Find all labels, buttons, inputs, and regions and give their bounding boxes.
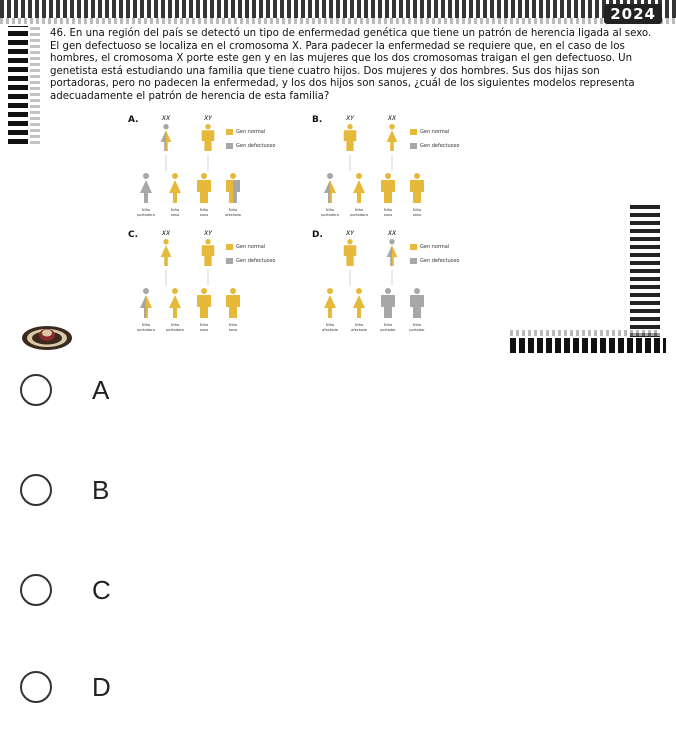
male-figure-icon xyxy=(202,124,215,151)
chromosome-label: XX xyxy=(161,230,171,237)
female-figure-icon xyxy=(324,173,336,203)
male-figure-icon xyxy=(197,173,211,203)
legend-text: Gen normal xyxy=(420,244,450,250)
option-label: A xyxy=(92,374,110,405)
child-label: Niña xyxy=(170,323,180,327)
legend-normal xyxy=(226,129,265,135)
female-figure-icon xyxy=(161,239,172,266)
legend-defective xyxy=(410,143,459,149)
chromosome-label: XX xyxy=(387,115,397,122)
panel-label: B. xyxy=(312,115,323,125)
legend-swatch xyxy=(410,129,417,135)
child-label: afectado xyxy=(225,213,241,217)
legend-swatch xyxy=(410,258,417,264)
female-figure-icon xyxy=(387,239,398,266)
legend-text: Gen defectuoso xyxy=(236,143,276,149)
option-label: D xyxy=(92,671,111,702)
male-figure-icon xyxy=(344,239,357,266)
male-figure-icon xyxy=(202,239,215,266)
child-label: portadora xyxy=(137,213,155,217)
radio-icon[interactable] xyxy=(20,574,52,606)
legend-swatch xyxy=(410,143,417,149)
child-label: sana xyxy=(170,213,180,217)
pedigree-panel-a xyxy=(128,115,338,225)
pedigree-panel-b xyxy=(312,115,522,225)
chromosome-label: XY xyxy=(204,115,212,122)
legend-swatch xyxy=(226,143,233,149)
child-label: Niña xyxy=(141,208,151,212)
female-figure-icon xyxy=(140,173,152,203)
male-figure-icon xyxy=(381,173,395,203)
female-figure-icon xyxy=(169,173,181,203)
legend-normal xyxy=(410,244,449,250)
child-label: portadora xyxy=(137,328,155,332)
question-body: En una región del país se detectó un tipo de enfermedad genética que tiene un patrón de herencia ligada al sexo. El gen defectuoso se localiza en el cromosoma X. Para padecer la enfermedad se requiere que, en el caso de los hombres, el cromosoma X porte este gen y en las mujeres que los dos cromosomas traigan el gen defectuoso. Un genetista está estudiando una familia que tiene cuatro hijos. Dos mujeres y dos hombres. Sus dos hijas son portadoras, pero no padecen la enfermedad, y los dos hijos son sanos, ¿cuál de los siguientes modelos representa adecuadamente el patrón de herencia de esta familia? xyxy=(50,28,652,102)
legend-defective xyxy=(226,258,275,264)
child-label: sano xyxy=(383,213,393,217)
legend-text: Gen normal xyxy=(420,129,450,135)
decorative-right-bar-secondary xyxy=(510,330,660,336)
legend-text: Gen normal xyxy=(236,129,266,135)
decorative-right-bar xyxy=(510,338,666,353)
decorative-top-strip-secondary xyxy=(0,18,676,24)
legend-text: Gen defectuoso xyxy=(236,258,276,264)
female-figure-icon xyxy=(169,288,181,318)
sombrero-vueltiao-icon xyxy=(20,318,74,352)
male-figure-icon xyxy=(344,124,357,151)
child-label: Niña xyxy=(354,323,364,327)
chromosome-label: XX xyxy=(161,115,171,122)
child-label: afectada xyxy=(351,328,367,332)
option-label: C xyxy=(92,574,111,605)
female-figure-icon xyxy=(324,288,336,318)
pedigree-panel-c xyxy=(128,230,338,340)
child-label: Niño xyxy=(228,323,238,327)
decorative-top-strip xyxy=(0,0,676,18)
male-figure-icon xyxy=(226,288,240,318)
panel-label: D. xyxy=(312,230,323,240)
chromosome-label: XY xyxy=(204,230,212,237)
question-text-block xyxy=(50,28,660,104)
legend-defective xyxy=(226,143,275,149)
child-label: Niño xyxy=(412,208,422,212)
question-number: 46. xyxy=(50,28,67,39)
decorative-left-pattern-secondary xyxy=(30,26,40,144)
chromosome-label: XY xyxy=(346,115,354,122)
child-label: Niño xyxy=(383,208,393,212)
female-figure-icon xyxy=(140,288,152,318)
option-c[interactable] xyxy=(20,565,220,615)
legend-swatch xyxy=(226,258,233,264)
legend-swatch xyxy=(226,129,233,135)
option-a[interactable] xyxy=(20,365,220,415)
child-label: sano xyxy=(412,213,422,217)
option-label: B xyxy=(92,474,110,505)
year-badge: 2024 xyxy=(604,4,662,24)
panel-label: C. xyxy=(128,230,139,240)
child-label: Niña xyxy=(325,208,335,212)
child-label: sano xyxy=(199,213,209,217)
child-label: portadora xyxy=(321,213,339,217)
radio-icon[interactable] xyxy=(20,671,52,703)
decorative-left-pattern xyxy=(8,26,28,144)
legend-text: Gen defectuoso xyxy=(420,258,460,264)
child-label: Niña xyxy=(170,208,180,212)
child-label: portadora xyxy=(350,213,368,217)
child-label: Niña xyxy=(325,323,335,327)
female-figure-icon xyxy=(353,173,365,203)
female-figure-icon xyxy=(353,288,365,318)
child-label: Niño xyxy=(412,323,422,327)
child-label: Niño xyxy=(383,323,393,327)
child-label: Niño xyxy=(228,208,238,212)
male-figure-icon xyxy=(381,288,395,318)
radio-icon[interactable] xyxy=(20,474,52,506)
legend-swatch xyxy=(226,244,233,250)
child-label: portador xyxy=(380,328,396,332)
child-label: sano xyxy=(228,328,238,332)
legend-normal xyxy=(410,129,449,135)
child-label: portador xyxy=(409,328,425,332)
legend-defective xyxy=(410,258,459,264)
male-figure-icon xyxy=(410,173,424,203)
legend-text: Gen defectuoso xyxy=(420,143,460,149)
child-label: Niña xyxy=(354,208,364,212)
child-label: sano xyxy=(199,328,209,332)
option-b[interactable] xyxy=(20,465,220,515)
decorative-right-pattern xyxy=(630,202,660,337)
legend-normal xyxy=(226,244,265,250)
male-figure-icon xyxy=(197,288,211,318)
female-figure-icon xyxy=(387,124,398,151)
option-d[interactable] xyxy=(20,662,220,712)
pedigree-panel-d xyxy=(312,230,522,340)
child-label: Niño xyxy=(199,208,209,212)
child-label: Niño xyxy=(199,323,209,327)
male-figure-icon xyxy=(226,173,240,203)
child-label: afectada xyxy=(322,328,338,332)
panel-label: A. xyxy=(128,115,139,125)
chromosome-label: XY xyxy=(346,230,354,237)
legend-swatch xyxy=(410,244,417,250)
female-figure-icon xyxy=(161,124,172,151)
legend-text: Gen normal xyxy=(236,244,266,250)
male-figure-icon xyxy=(410,288,424,318)
radio-icon[interactable] xyxy=(20,374,52,406)
chromosome-label: XX xyxy=(387,230,397,237)
child-label: Niña xyxy=(141,323,151,327)
child-label: portadora xyxy=(166,328,184,332)
